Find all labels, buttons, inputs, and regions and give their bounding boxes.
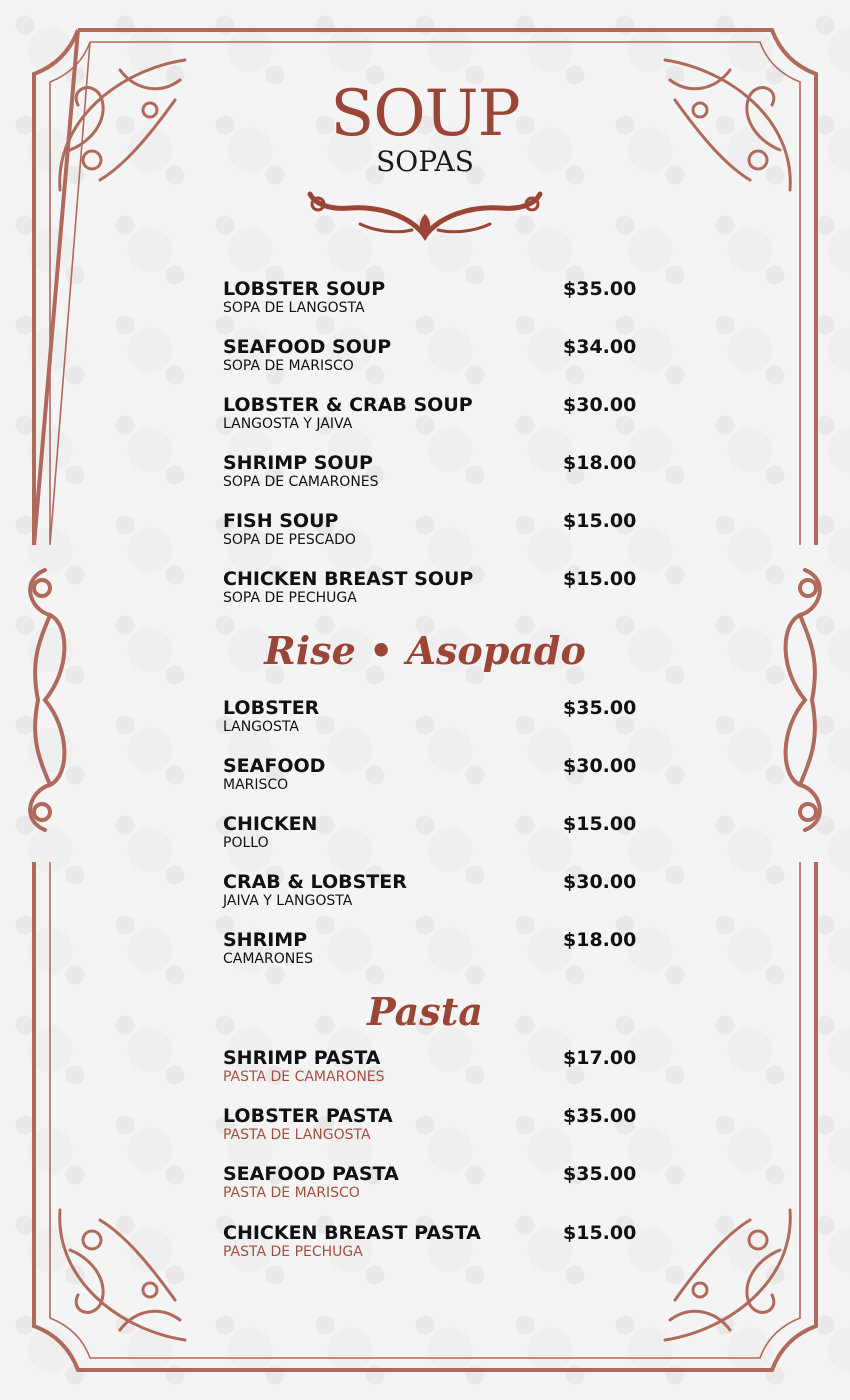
title-flourish-icon [300,186,550,246]
item-price: $35.00 [563,697,637,719]
item-name: LOBSTER PASTA [223,1105,393,1127]
item-price: $30.00 [563,755,637,777]
item-name: SHRIMP [223,929,308,951]
item-price: $15.00 [563,813,637,835]
item-translation: SOPA DE MARISCO [223,358,354,374]
corner-ornament-bottom-left-icon [60,1210,185,1340]
item-name: CHICKEN [223,813,318,835]
item-name: LOBSTER SOUP [223,278,386,300]
item-price: $35.00 [563,1163,637,1185]
item-name: LOBSTER [223,697,320,719]
item-name: CRAB & LOBSTER [223,871,407,893]
item-name: SHRIMP PASTA [223,1047,381,1069]
item-name: LOBSTER & CRAB SOUP [223,394,473,416]
menu-item [223,1163,637,1213]
page-title: SOUP [330,77,520,151]
corner-ornament-bottom-right-icon [665,1210,790,1340]
menu-item [223,568,637,618]
item-price: $17.00 [563,1047,637,1069]
item-translation: MARISCO [223,777,289,793]
item-translation: SOPA DE PESCADO [223,532,356,548]
item-translation: LANGOSTA Y JAIVA [223,416,353,432]
item-price: $34.00 [563,336,637,358]
item-translation: PASTA DE CAMARONES [223,1069,385,1085]
item-price: $15.00 [563,568,637,590]
menu-item [223,755,637,805]
section-title-pasta: Pasta [367,989,483,1034]
menu-item [223,697,637,747]
item-price: $15.00 [563,510,637,532]
menu-item [223,452,637,502]
item-translation: JAIVA Y LANGOSTA [223,893,353,909]
item-translation: SOPA DE PECHUGA [223,590,357,606]
menu-item [223,394,637,444]
item-price: $18.00 [563,929,637,951]
item-translation: POLLO [223,835,269,851]
item-translation: PASTA DE MARISCO [223,1185,360,1201]
section-title-asopado: Rise • Asopado [264,628,586,673]
item-price: $35.00 [563,1105,637,1127]
item-translation: PASTA DE PECHUGA [223,1244,363,1260]
item-name: FISH SOUP [223,510,339,532]
menu-item [223,1047,637,1097]
menu-item [223,278,637,328]
item-price: $15.00 [563,1222,637,1244]
item-translation: CAMARONES [223,951,313,967]
menu-item [223,813,637,863]
menu-item [223,1105,637,1155]
item-name: SEAFOOD SOUP [223,336,392,358]
item-name: SHRIMP SOUP [223,452,373,474]
menu-item [223,929,637,979]
item-price: $35.00 [563,278,637,300]
item-name: SEAFOOD PASTA [223,1163,399,1185]
item-price: $30.00 [563,871,637,893]
menu-item [223,871,637,921]
page-subtitle: SOPAS [376,145,474,178]
item-translation: SOPA DE CAMARONES [223,474,379,490]
item-price: $18.00 [563,452,637,474]
menu-item [223,336,637,386]
item-translation: PASTA DE LANGOSTA [223,1127,371,1143]
item-price: $30.00 [563,394,637,416]
side-ornament-right-icon [786,570,820,830]
item-translation: SOPA DE LANGOSTA [223,300,365,316]
item-name: CHICKEN BREAST PASTA [223,1222,481,1244]
item-translation: LANGOSTA [223,719,299,735]
item-name: CHICKEN BREAST SOUP [223,568,474,590]
side-ornament-left-icon [30,570,64,830]
item-name: SEAFOOD [223,755,326,777]
menu-item [223,510,637,560]
menu-item [223,1222,637,1272]
